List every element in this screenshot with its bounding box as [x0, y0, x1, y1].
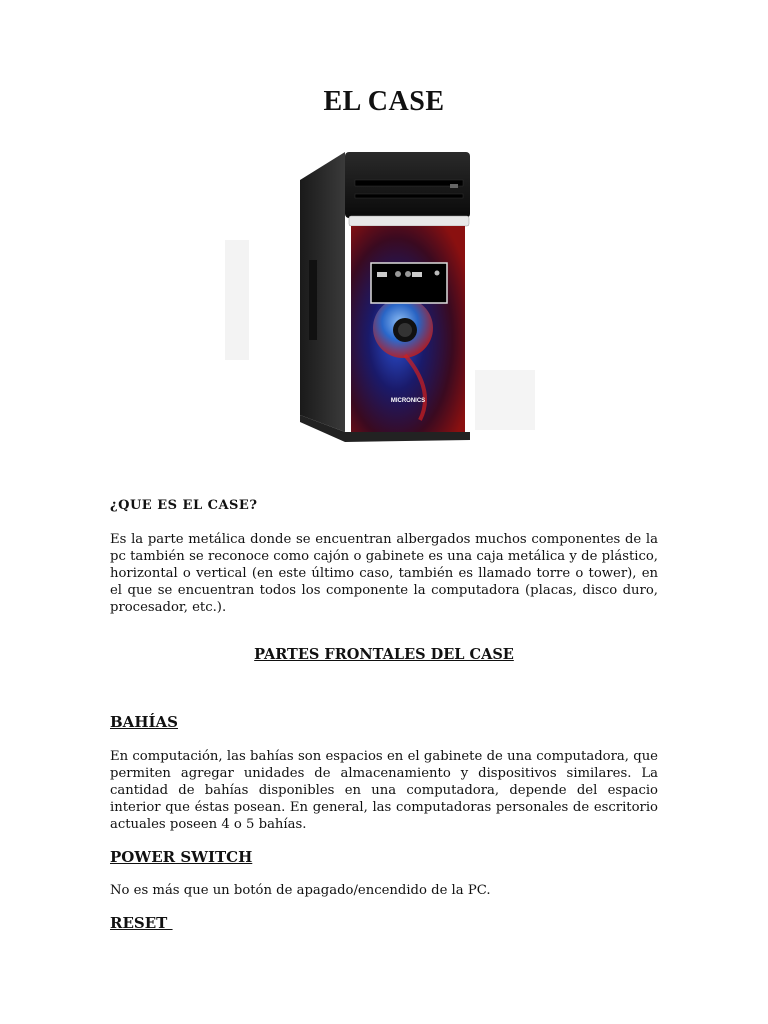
front-parts-heading: PARTES FRONTALES DEL CASE [254, 646, 514, 663]
what-is-heading: ¿QUE ES EL CASE? [110, 498, 258, 513]
what-is-paragraph: Es la parte metálica donde se encuentran albergados muchos componentes de la pc también se reconoce como cajón o gabinete es una caja metálica y de plástico, horizontal o vertical (en este último caso, también es llamado torre o tower), en el que se encuentran todos los componente la computadora (placas, disco duro, procesador, etc.). [110, 532, 658, 615]
page-title: EL CASE [323, 86, 445, 117]
bays-paragraph: En computación, las bahías son espacios en el gabinete de una computadora, que permiten agregar unidades de almacenamiento y dispositivos similares. La cantidad de bahías disponibles en una computadora, depende del espacio interior que éstas posean. En general, las computadoras personales de escritorio actuales poseen 4 o 5 bahías. [110, 749, 658, 832]
power-switch-heading: POWER SWITCH [110, 848, 253, 866]
power-switch-paragraph: No es más que un botón de apagado/encendido de la PC. [110, 883, 491, 898]
bays-heading: BAHÍAS [110, 713, 178, 731]
computer-case-image [225, 140, 543, 450]
case-brand-label: MICRONICS [390, 398, 426, 404]
reset-heading: RESET [110, 914, 173, 932]
